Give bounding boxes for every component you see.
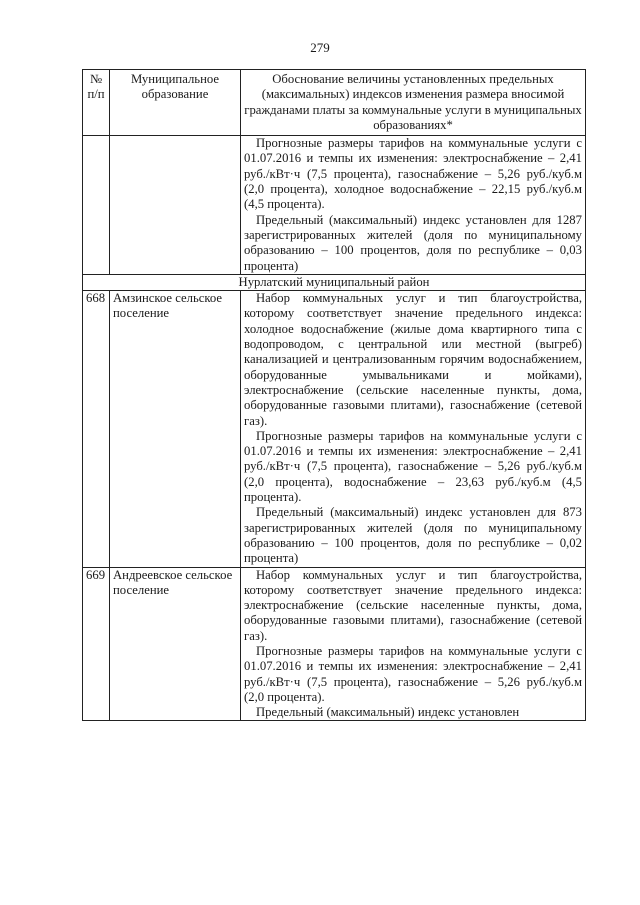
continuation-municipality-cell (110, 136, 241, 275)
header-num: № п/п (83, 70, 110, 136)
district-row (83, 274, 586, 290)
indices-table (82, 69, 586, 721)
district-heading: Нурлатский муниципальный район (83, 274, 586, 290)
header-justification: Обоснование величины установленных предельных (максимальных) индексов изменения размера вносимой гражданами платы за коммунальные услуги в муниципальных образованиях* (241, 70, 586, 136)
continuation-row (83, 136, 586, 275)
continuation-justification-cell (241, 136, 586, 275)
index-paragraph: Предельный (максимальный) индекс установлен для 1287 зарегистрированных жителей (доля по муниципальному образованию – 100 процентов, доля по республике – 0,03 процента) (244, 212, 582, 273)
continuation-num-cell (83, 136, 110, 275)
forecast-paragraph: Прогнозные размеры тарифов на коммунальные услуги с 01.07.2016 и темпы их изменения: электроснабжение – 2,41 руб./кВт·ч (7,5 процента), газоснабжение – 5,26 руб./куб.м (2,0 процента), холодное водоснабжение – 22,15 руб./куб.м (4,5 процента). (244, 136, 582, 212)
municipality-name: Амзинское сельское поселение (110, 291, 241, 567)
forecast-paragraph: Прогнозные размеры тарифов на коммунальные услуги с 01.07.2016 и темпы их изменения: электроснабжение – 2,41 руб./кВт·ч (7,5 процента), газоснабжение – 5,26 руб./куб.м (2,0 процента), водоснабжение – 23,63 руб./куб.м (4,5 процента). (244, 428, 582, 505)
index-paragraph: Предельный (максимальный) индекс установлен (256, 705, 520, 720)
justification-cell (241, 291, 586, 567)
table-row (83, 291, 586, 567)
services-paragraph: Набор коммунальных услуг и тип благоустройства, которому соответствует значение предельного индекса: холодное водоснабжение (жилые дома квартирного типа с водопроводом, с центральной или местной (выгреб) канализацией и централизованным горячим водоснабжением, оборудованные умывальниками и мойками), электроснабжение (сельские населенные пункты, дома, оборудованные газовыми плитами), газоснабжение (сетевой газ). (244, 291, 582, 428)
justification-cell (241, 567, 586, 721)
services-paragraph: Набор коммунальных услуг и тип благоустройства, которому соответствует значение предельного индекса: электроснабжение (сельские населенные пункты, дома, оборудованные газовыми плитами), газоснабжение (сетевой газ). (244, 567, 582, 643)
page-number: 279 (310, 40, 330, 55)
table-header-row (83, 70, 586, 136)
row-number: 668 (83, 291, 110, 567)
forecast-paragraph: Прогнозные размеры тарифов на коммунальные услуги с 01.07.2016 и темпы их изменения: электроснабжение – 2,41 руб./кВт·ч (7,5 процента), газоснабжение – 5,26 руб./куб.м (2,0 процента). (244, 643, 582, 704)
municipality-name: Андреевское сельское поселение (110, 567, 241, 721)
index-paragraph: Предельный (максимальный) индекс установлен для 873 зарегистрированных жителей (доля по муниципальному образованию – 100 процентов, доля по республике – 0,02 процента) (244, 505, 582, 566)
row-number: 669 (83, 567, 110, 721)
table-row (83, 567, 586, 721)
header-municipality: Муниципальное образование (110, 70, 241, 136)
